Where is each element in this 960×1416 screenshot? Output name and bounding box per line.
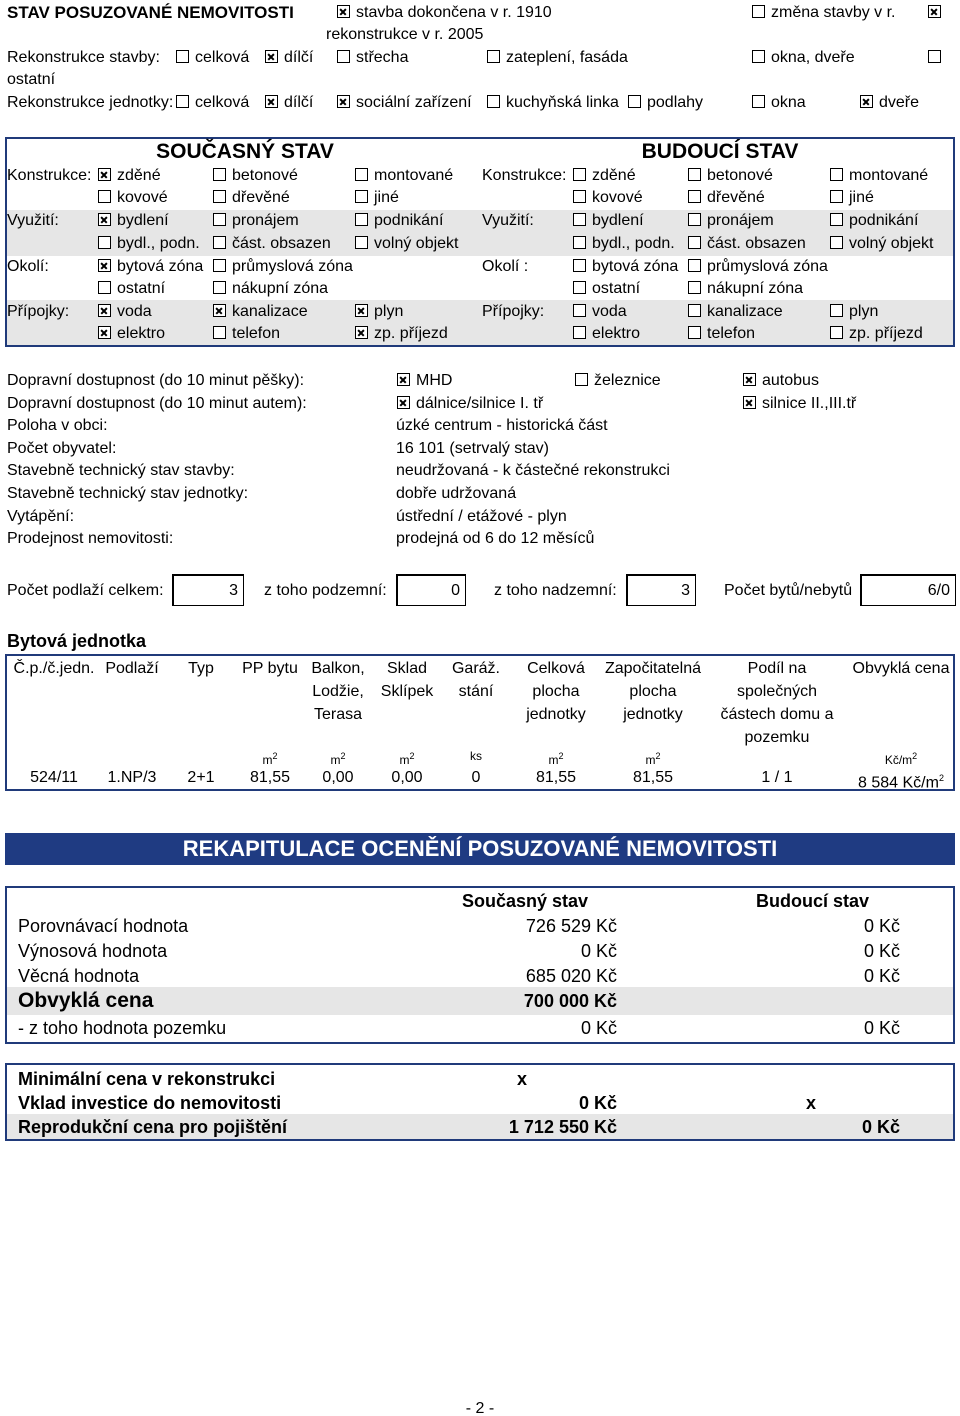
cur-bydl-podn: bydl., podn.: [98, 233, 200, 255]
cur-bytova-zona: bytová zóna: [98, 256, 203, 278]
podzemni-label: z toho podzemní:: [264, 582, 387, 599]
opt-jedn-kuchynska: kuchyňská linka: [487, 92, 619, 114]
opt-dalnice: dálnice/silnice I. tř: [397, 393, 543, 415]
cell-podil: 1 / 1: [761, 769, 793, 786]
col-header-podlazi: Podlaží: [105, 660, 159, 677]
cur-jine: jiné: [355, 187, 399, 209]
checkbox-empty-icon: [573, 259, 586, 272]
fut-drevene: dřevěné: [688, 187, 765, 209]
recap-label-vynosova: Výnosová hodnota: [18, 941, 168, 961]
checkbox-empty-icon: [213, 326, 226, 339]
checkbox-empty-icon: [487, 95, 500, 108]
stav-jednotky-value: dobře udržovaná: [396, 485, 517, 502]
cur-cast-obsazen: část. obsazen: [213, 233, 331, 255]
future-vyuziti-label: Využití:: [482, 212, 534, 229]
prodejnost-value: prodejná od 6 do 12 měsíců: [396, 530, 595, 547]
opt-zeleznice: železnice: [575, 370, 661, 392]
byty-nebyty-label: Počet bytů/nebytů: [724, 582, 853, 599]
cur-ostatni: ostatní: [98, 278, 165, 300]
vyuziti-label: Využití:: [7, 212, 59, 229]
fut-cast-obsazen: část. obsazen: [688, 233, 806, 255]
opt-stavby-ostatni-label: ostatní: [7, 71, 56, 88]
cur-kanalizace: kanalizace: [213, 301, 308, 323]
recap-col-current: Současný stav: [461, 891, 589, 911]
cur-bydleni: bydlení: [98, 210, 169, 232]
checkbox-empty-icon: [355, 168, 368, 181]
unit-cena: $Kč/m^2$: [884, 751, 918, 767]
checkbox-empty-icon: [573, 281, 586, 294]
cur-nakupni-zona: nákupní zóna: [213, 278, 328, 300]
recap-future-vklad: x: [806, 1093, 817, 1113]
checkbox-empty-icon: [573, 190, 586, 203]
rekonstrukce-stavby-label: Rekonstrukce stavby:: [7, 49, 160, 66]
fut-podnikani: podnikání: [830, 210, 918, 232]
checkbox-empty-icon: [688, 190, 701, 203]
cur-plyn: plyn: [355, 301, 403, 323]
fut-betonove: betonové: [688, 165, 773, 187]
fut-plyn: plyn: [830, 301, 878, 323]
fut-bydleni: bydlení: [573, 210, 644, 232]
recap-current-vklad: 0 Kč: [578, 1093, 617, 1113]
col-header-pp: PP bytu: [242, 660, 298, 677]
checkbox-empty-icon: [573, 236, 586, 249]
col-header-balkon: Balkon, Lodžie, Terasa: [311, 660, 365, 723]
checkbox-checked-icon: [743, 396, 756, 409]
change-checkbox: [928, 2, 947, 24]
checkbox-empty-icon: [688, 236, 701, 249]
fut-elektro: elektro: [573, 323, 640, 345]
checkbox-checked-icon: [928, 5, 941, 18]
obyvatel-label: Počet obyvatel:: [7, 440, 117, 457]
checkbox-empty-icon: [487, 50, 500, 63]
checkbox-checked-icon: [98, 326, 111, 339]
recap-label-vklad: Vklad investice do nemovitosti: [18, 1093, 282, 1113]
checkbox-empty-icon: [688, 213, 701, 226]
checkbox-checked-icon: [337, 95, 350, 108]
opt-stavby-strecha: střecha: [337, 47, 408, 69]
cell-typ: 2+1: [187, 769, 215, 786]
cell-garaz: 0: [471, 769, 481, 786]
checkbox-empty-icon: [355, 213, 368, 226]
fut-bydl-podn: bydl., podn.: [573, 233, 675, 255]
checkbox-empty-icon: [830, 168, 843, 181]
recap-current-reprodukcni: 1 712 550 Kč: [508, 1117, 617, 1137]
dostupnost-autem-label: Dopravní dostupnost (do 10 minut autem):: [7, 395, 307, 412]
recap-current-vynosova: 0 Kč: [580, 941, 617, 961]
cell-cena: 8 584 $Kč/m^2$: [858, 773, 944, 792]
recap-future-reprodukcni: 0 Kč: [861, 1117, 900, 1137]
checkbox-checked-icon: [98, 304, 111, 317]
checkbox-checked-icon: [355, 326, 368, 339]
recap-label-porovnavaci: Porovnávací hodnota: [18, 916, 189, 936]
cur-elektro: elektro: [98, 323, 165, 345]
recap-current-pozemek: 0 Kč: [580, 1018, 617, 1038]
opt-jedn-celkova: celková: [176, 92, 249, 114]
future-pripojky-label: Přípojky:: [482, 303, 545, 320]
fut-zp-prijezd: zp. příjezd: [830, 323, 923, 345]
recap-current-minimalni: x: [517, 1069, 528, 1089]
recap-title-bar: [5, 833, 955, 865]
current-state-header: SOUČASNÝ STAV: [156, 140, 334, 163]
opt-stavby-ostatni-cb: [928, 47, 947, 69]
change-row: změna stavby v r.: [752, 2, 896, 24]
checkbox-empty-icon: [688, 281, 701, 294]
checkbox-empty-icon: [337, 50, 350, 63]
opt-stavby-zatepleni: zateplení, fasáda: [487, 47, 628, 69]
checkbox-empty-icon: [213, 168, 226, 181]
poloha-label: Poloha v obci:: [7, 417, 108, 434]
col-header-celkova: Celková plocha jednotky: [526, 660, 586, 723]
checkbox-empty-icon: [752, 95, 765, 108]
fut-bytova-zona: bytová zóna: [573, 256, 678, 278]
cell-sklad: 0,00: [391, 769, 423, 786]
checkbox-checked-icon: [355, 304, 368, 317]
cell-balkon: 0,00: [322, 769, 354, 786]
recap-current-vecna: 685 020 Kč: [525, 966, 617, 986]
checkbox-empty-icon: [213, 281, 226, 294]
completed-row: stavba dokončena v r. 1910: [337, 2, 552, 24]
checkbox-empty-icon: [573, 168, 586, 181]
checkbox-empty-icon: [688, 168, 701, 181]
checkbox-empty-icon: [830, 190, 843, 203]
unit-garaz: ks: [470, 749, 482, 763]
konstrukce-label: Konstrukce:: [7, 167, 92, 184]
checkbox-empty-icon: [573, 304, 586, 317]
stav-stavby-label: Stavebně technický stav stavby:: [7, 462, 235, 479]
unit-balkon: $m^2$: [330, 751, 346, 767]
recap-current-obvykla: 700 000 Kč: [523, 991, 617, 1011]
recap-label-vecna: Věcná hodnota: [18, 966, 140, 986]
checkbox-empty-icon: [573, 213, 586, 226]
unit-zapocitatelna: $m^2$: [645, 751, 661, 767]
bytova-jednotka-title: Bytová jednotka: [7, 631, 147, 651]
recap-label-minimalni: Minimální cena v rekonstrukci: [18, 1069, 276, 1089]
checkbox-empty-icon: [830, 326, 843, 339]
checkbox-checked-icon: [265, 50, 278, 63]
col-header-garaz: Garáž. stání: [451, 660, 500, 700]
vytapeni-value: ústřední / etážové - plyn: [396, 508, 567, 525]
recap-label-obvykla: Obvyklá cena: [18, 989, 154, 1012]
recap-label-pozemek: - z toho hodnota pozemku: [18, 1018, 227, 1038]
podlazi-celkem-label: Počet podlaží celkem:: [7, 582, 164, 599]
obyvatel-value: 16 101 (setrvalý stav): [396, 440, 549, 457]
cur-betonove: betonové: [213, 165, 298, 187]
fut-ostatni: ostatní: [573, 278, 640, 300]
fut-volny-objekt: volný objekt: [830, 233, 934, 255]
cur-volny-objekt: volný objekt: [355, 233, 459, 255]
unit-pp: $m^2$: [262, 751, 278, 767]
checkbox-empty-icon: [688, 259, 701, 272]
unit-celkova: $m^2$: [548, 751, 564, 767]
checkbox-empty-icon: [575, 373, 588, 386]
reconstruction-year: rekonstrukce v r. 2005: [326, 26, 484, 43]
fut-kanalizace: kanalizace: [688, 301, 783, 323]
fut-telefon: telefon: [688, 323, 755, 345]
checkbox-checked-icon: [337, 5, 350, 18]
dostupnost-pesky-label: Dopravní dostupnost (do 10 minut pěšky):: [7, 372, 305, 389]
stav-stavby-value: neudržovaná - k částečné rekonstrukci: [396, 462, 670, 479]
section-title: STAV POSUZOVANÉ NEMOVITOSTI: [7, 3, 294, 22]
stav-jednotky-label: Stavebně technický stav jednotky:: [7, 485, 249, 502]
checkbox-empty-icon: [830, 213, 843, 226]
opt-jedn-okna: okna: [752, 92, 806, 114]
fut-jine: jiné: [830, 187, 874, 209]
unit-sklad: $m^2$: [399, 751, 415, 767]
recap-future-vynosova: 0 Kč: [863, 941, 900, 961]
fut-prumyslova-zona: průmyslová zóna: [688, 256, 828, 278]
okoli-label: Okolí:: [7, 258, 49, 275]
opt-mhd: MHD: [397, 370, 452, 392]
fut-nakupni-zona: nákupní zóna: [688, 278, 803, 300]
vytapeni-label: Vytápění:: [7, 508, 75, 525]
cur-montovane: montované: [355, 165, 453, 187]
opt-silnice: silnice II.,III.tř: [743, 393, 856, 415]
opt-jedn-socialni: sociální zařízení: [337, 92, 472, 114]
checkbox-checked-icon: [265, 95, 278, 108]
prodejnost-label: Prodejnost nemovitosti:: [7, 530, 174, 547]
col-header-zapocitatelna: Započitatelná plocha jednotky: [604, 660, 702, 723]
col-header-cena: Obvyklá cena: [852, 660, 950, 677]
cur-kovove: kovové: [98, 187, 168, 209]
checkbox-checked-icon: [743, 373, 756, 386]
byty-nebyty-field: 6/0: [860, 574, 956, 606]
recap-current-porovnavaci: 726 529 Kč: [525, 916, 617, 936]
checkbox-empty-icon: [176, 50, 189, 63]
cur-telefon: telefon: [213, 323, 280, 345]
cell-celkova: 81,55: [535, 769, 577, 786]
future-state-header: BUDOUCÍ STAV: [641, 140, 799, 163]
nadzemni-label: z toho nadzemní:: [494, 582, 617, 599]
checkbox-checked-icon: [98, 168, 111, 181]
fut-pronajem: pronájem: [688, 210, 774, 232]
checkbox-checked-icon: [98, 259, 111, 272]
checkbox-empty-icon: [98, 281, 111, 294]
opt-autobus: autobus: [743, 370, 819, 392]
recap-future-porovnavaci: 0 Kč: [863, 916, 900, 936]
checkbox-empty-icon: [688, 326, 701, 339]
checkbox-empty-icon: [628, 95, 641, 108]
cell-zapocitatelna: 81,55: [632, 769, 674, 786]
fut-kovove: kovové: [573, 187, 643, 209]
checkbox-empty-icon: [98, 236, 111, 249]
checkbox-checked-icon: [213, 304, 226, 317]
opt-jedn-podlahy: podlahy: [628, 92, 703, 114]
cur-pronajem: pronájem: [213, 210, 299, 232]
col-header-typ: Typ: [188, 660, 214, 677]
checkbox-empty-icon: [752, 50, 765, 63]
checkbox-empty-icon: [688, 304, 701, 317]
cur-podnikani: podnikání: [355, 210, 443, 232]
checkbox-empty-icon: [752, 5, 765, 18]
fut-montovane: montované: [830, 165, 928, 187]
pripojky-label: Přípojky:: [7, 303, 70, 320]
cur-prumyslova-zona: průmyslová zóna: [213, 256, 353, 278]
checkbox-empty-icon: [213, 236, 226, 249]
checkbox-empty-icon: [573, 326, 586, 339]
future-okoli-label: Okolí :: [482, 258, 529, 275]
checkbox-empty-icon: [213, 259, 226, 272]
checkbox-checked-icon: [397, 396, 410, 409]
checkbox-checked-icon: [397, 373, 410, 386]
opt-jedn-dvere: dveře: [860, 92, 919, 114]
col-header-podil: Podíl na společných částech domu a pozemku: [720, 660, 834, 746]
fut-zdene: zděné: [573, 165, 636, 187]
cur-drevene: dřevěné: [213, 187, 290, 209]
cur-zp-prijezd: zp. příjezd: [355, 323, 448, 345]
checkbox-empty-icon: [830, 304, 843, 317]
col-header-cp: Č.p./č.jedn.: [13, 660, 95, 677]
cell-podlazi: 1.NP/3: [107, 769, 157, 786]
checkbox-empty-icon: [355, 236, 368, 249]
opt-stavby-dilci: dílčí: [265, 47, 313, 69]
podzemni-field: 0: [396, 574, 466, 606]
cell-cp: 524/11: [30, 769, 78, 786]
col-header-sklad: Sklad Sklípek: [380, 660, 434, 700]
recap-title: REKAPITULACE OCENĚNÍ POSUZOVANÉ NEMOVITOSTI: [182, 836, 778, 861]
podlazi-celkem-field: 3: [172, 574, 244, 606]
cur-voda: voda: [98, 301, 152, 323]
cell-pp: 81,55: [249, 769, 291, 786]
poloha-value: úzké centrum - historická část: [396, 417, 608, 434]
recap-col-future: Budoucí stav: [755, 891, 870, 911]
opt-stavby-okna: okna, dveře: [752, 47, 855, 69]
checkbox-empty-icon: [213, 213, 226, 226]
checkbox-empty-icon: [830, 236, 843, 249]
checkbox-empty-icon: [213, 190, 226, 203]
checkbox-empty-icon: [355, 190, 368, 203]
checkbox-empty-icon: [98, 190, 111, 203]
opt-jedn-dilci: dílčí: [265, 92, 313, 114]
recap-future-vecna: 0 Kč: [863, 966, 900, 986]
page-number: - 2 -: [465, 1400, 495, 1416]
rekonstrukce-jednotky-label: Rekonstrukce jednotky:: [7, 94, 174, 111]
fut-voda: voda: [573, 301, 627, 323]
checkbox-checked-icon: [860, 95, 873, 108]
recap-future-pozemek: 0 Kč: [863, 1018, 900, 1038]
opt-stavby-celkova: celková: [176, 47, 249, 69]
recap-label-reprodukcni: Reprodukční cena pro pojištění: [18, 1117, 288, 1137]
checkbox-empty-icon: [176, 95, 189, 108]
nadzemni-field: 3: [626, 574, 696, 606]
future-konstrukce-label: Konstrukce:: [482, 167, 567, 184]
cur-zdene: zděné: [98, 165, 161, 187]
checkbox-empty-icon: [928, 50, 941, 63]
checkbox-checked-icon: [98, 213, 111, 226]
